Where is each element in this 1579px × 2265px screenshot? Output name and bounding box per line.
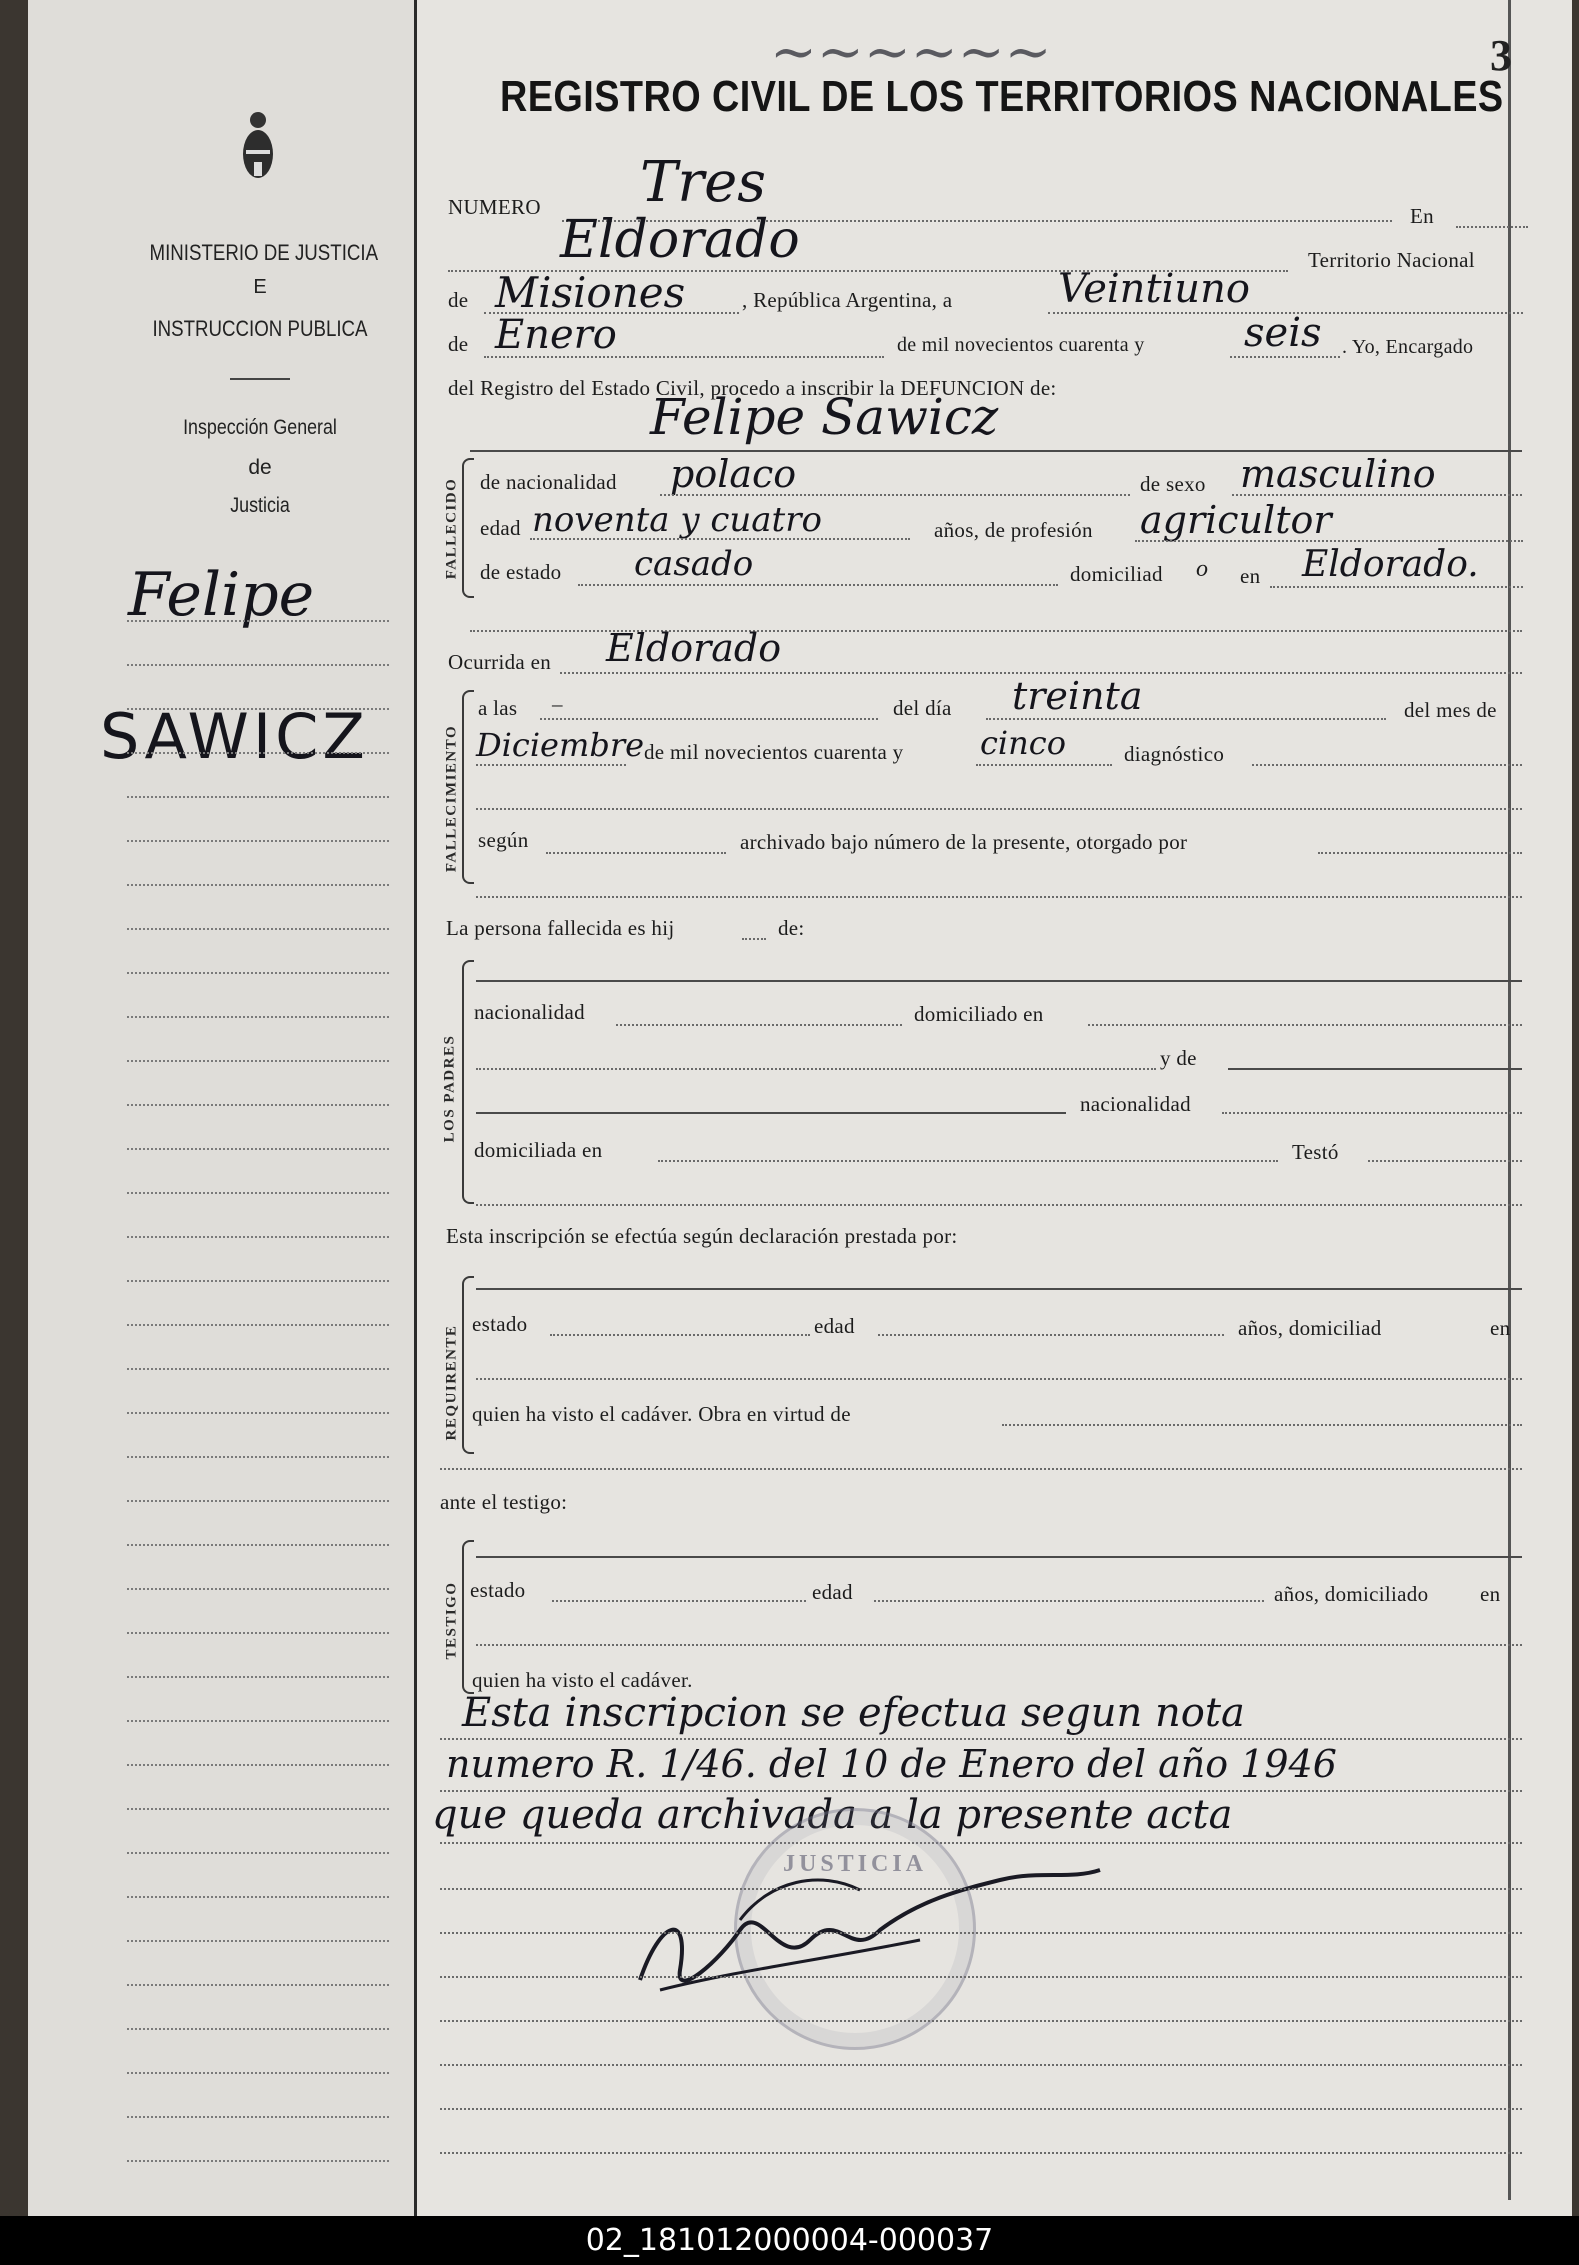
place-value: Eldorado	[560, 210, 800, 270]
de-label: de	[448, 288, 469, 312]
margin-rule	[127, 1148, 389, 1150]
day-value: Veintiuno	[1058, 266, 1250, 312]
anio-value: cinco	[980, 724, 1066, 762]
sexo-line	[1232, 494, 1522, 496]
edad-line	[530, 538, 910, 540]
anio-line	[976, 764, 1112, 766]
anos-label: años, de profesión	[934, 518, 1093, 542]
hij-line	[742, 938, 766, 940]
deceased-name: Felipe Sawicz	[650, 388, 999, 446]
document-title: REGISTRO CIVIL DE LOS TERRITORIOS NACIONALES	[500, 72, 1504, 121]
req-anos-label: años, domiciliad	[1238, 1316, 1382, 1340]
estado-line	[578, 584, 1058, 586]
nacionalidad-value: polaco	[670, 452, 797, 496]
madre-nacionalidad-line	[1222, 1112, 1522, 1114]
a-las-line	[540, 718, 878, 720]
margin-rule	[127, 620, 389, 622]
padre-extra-line	[476, 1068, 1156, 1070]
fallecido-brace	[462, 458, 474, 598]
margin-rule	[127, 1456, 389, 1458]
margin-last-name: SAWICZ	[100, 700, 369, 773]
margin-rule	[127, 1808, 389, 1810]
tes-edad-line	[874, 1600, 1264, 1602]
de2-label: de	[448, 332, 469, 356]
padre-nacionalidad-label: nacionalidad	[474, 1000, 585, 1024]
margin-rule	[127, 1544, 389, 1546]
profesion-value: agricultor	[1140, 498, 1332, 542]
padre-domiciliado-label: domiciliado en	[914, 1002, 1044, 1026]
margin-rule	[127, 664, 389, 666]
segun-line	[546, 852, 726, 854]
dia-value: treinta	[1012, 674, 1143, 718]
footer-image-id: 02_181012000004-000037	[0, 2216, 1579, 2265]
padres-intro-suffix: de:	[778, 916, 805, 940]
margin-rule	[127, 1984, 389, 1986]
ministry-line1: MINISTERIO DE JUSTICIA	[149, 240, 379, 265]
year-value: seis	[1244, 310, 1322, 356]
month-line	[484, 356, 884, 358]
padres-extra-line	[476, 1204, 1522, 1206]
margin-rule	[127, 1192, 389, 1194]
fallecido-label: FALLECIDO	[443, 477, 460, 580]
otorgado-line	[1318, 852, 1522, 854]
req-estado-label: estado	[472, 1312, 528, 1336]
margin-rule	[127, 928, 389, 930]
testo-label: Testó	[1292, 1140, 1339, 1164]
margin-rule	[127, 840, 389, 842]
margin-rule	[127, 1368, 389, 1370]
note-line2: numero R. 1/46. del 10 de Enero del año 1946	[446, 1742, 1337, 1786]
territory-value: Misiones	[495, 268, 686, 317]
body-rule	[440, 1976, 1522, 1978]
margin-rule	[127, 708, 389, 710]
procedo-label: del Registro del Estado Civil, procedo a inscribir la DEFUNCION de:	[448, 376, 1057, 400]
req-visto-label: quien ha visto el cadáver. Obra en virtud de	[472, 1402, 851, 1426]
ministry-line3: INSTRUCCION PUBLICA	[152, 316, 368, 341]
margin-rule	[127, 1500, 389, 1502]
requirente-brace	[462, 1276, 474, 1454]
req-estado-line	[550, 1334, 810, 1336]
mes-value: Diciembre	[476, 726, 645, 764]
margin-first-name: Felipe	[128, 560, 315, 630]
month-value: Enero	[495, 312, 617, 358]
nacionalidad-line	[660, 494, 1130, 496]
requirente-name-line	[476, 1288, 1522, 1290]
body-rule	[440, 2108, 1522, 2110]
testo-line	[1368, 1160, 1522, 1162]
domicilio-value: Eldorado.	[1302, 544, 1479, 585]
margin-rule	[127, 1280, 389, 1282]
req-en-label: en	[1490, 1316, 1511, 1340]
margin-rule	[127, 1764, 389, 1766]
note-line3: que queda archivada a la presente acta	[432, 1792, 1233, 1838]
y-de-label: y de	[1160, 1046, 1197, 1070]
margin-rule	[127, 1324, 389, 1326]
estado-label: de estado	[480, 560, 562, 584]
madre-name-line	[1228, 1068, 1522, 1070]
tes-en-label: en	[1480, 1582, 1501, 1606]
nacionalidad-label: de nacionalidad	[480, 470, 617, 494]
req-obra-line	[1002, 1424, 1522, 1426]
archivado-label: archivado bajo número de la presente, otorgado por	[740, 830, 1188, 854]
tes-estado-label: estado	[470, 1578, 526, 1602]
margin-rule	[127, 1632, 389, 1634]
anio-label: de mil novecientos cuarenta y	[644, 740, 904, 764]
margin-rule	[127, 1412, 389, 1414]
margin-rule	[127, 1676, 389, 1678]
margin-rule	[127, 1104, 389, 1106]
tes-edad-label: edad	[812, 1580, 853, 1604]
padres-label: LOS PADRES	[441, 1034, 458, 1143]
margin-rule	[127, 884, 389, 886]
domiciliad-label: domiciliad	[1070, 562, 1163, 586]
profesion-line	[1135, 540, 1523, 542]
padre-nacionalidad-line	[616, 1024, 902, 1026]
madre-domiciliada-label: domiciliada en	[474, 1138, 603, 1162]
margin-rule	[127, 2116, 389, 2118]
margin-rule	[127, 1852, 389, 1854]
edad-value: noventa y cuatro	[532, 500, 822, 540]
body-rule	[440, 1888, 1522, 1890]
year-label: de mil novecientos cuarenta y	[897, 334, 1145, 356]
territorio-label: Territorio Nacional	[1308, 248, 1475, 272]
margin-rule	[127, 1896, 389, 1898]
inspection-line1: Inspección General	[183, 416, 337, 439]
dia-line	[986, 718, 1386, 720]
body-rule	[440, 1932, 1522, 1934]
padre-domiciliado-line	[1088, 1024, 1522, 1026]
diagnostico-label: diagnóstico	[1124, 742, 1225, 766]
margin-rule	[127, 1016, 389, 1018]
body-rule	[440, 2064, 1522, 2066]
body-rule	[440, 2020, 1522, 2022]
requirente-intro: Esta inscripción se efectúa según declaración prestada por:	[446, 1224, 958, 1248]
margin-rule	[127, 2028, 389, 2030]
signature	[620, 1860, 1120, 2010]
testigo-label: TESTIGO	[443, 1581, 460, 1660]
fallecimiento-brace	[462, 690, 474, 884]
domiciliad-suffix: o	[1196, 556, 1209, 582]
stamp-text: JUSTICIA	[782, 1851, 928, 1877]
diagnostico-line	[1252, 764, 1522, 766]
tes-extra-line	[476, 1644, 1522, 1646]
margin-rule	[127, 1060, 389, 1062]
estado-value: casado	[634, 544, 754, 584]
ministry-line2: E	[253, 276, 267, 298]
domicilio-en-label: en	[1240, 564, 1261, 588]
madre-domiciliada-line	[658, 1160, 1278, 1162]
madre-nacionalidad-label: nacionalidad	[1080, 1092, 1191, 1116]
del-mes-label: del mes de	[1404, 698, 1497, 722]
margin-divider	[230, 378, 290, 380]
note-rule3	[440, 1842, 1522, 1844]
note-line1: Esta inscripcion se efectua segun nota	[462, 1690, 1245, 1736]
fallecimiento-extra-line	[476, 896, 1522, 898]
tes-anos-label: años, domiciliado	[1274, 1582, 1429, 1606]
edad-label: edad	[480, 516, 521, 540]
encargado-label: . Yo, Encargado	[1342, 336, 1474, 358]
margin-rule	[127, 1236, 389, 1238]
sexo-value: masculino	[1240, 452, 1436, 496]
margin-rule	[127, 1720, 389, 1722]
diagnostico-line2	[476, 808, 1522, 810]
en-label: En	[1410, 204, 1434, 228]
sexo-label: de sexo	[1140, 472, 1206, 496]
tes-visto-label: quien ha visto el cadáver.	[472, 1668, 693, 1692]
requirente-label: REQUIRENTE	[443, 1324, 460, 1441]
testigo-name-line	[476, 1556, 1522, 1558]
numero-label: NUMERO	[448, 195, 541, 219]
padres-intro: La persona fallecida es hij	[446, 916, 675, 940]
domicilio-line	[1270, 586, 1523, 588]
year-line	[1230, 356, 1340, 358]
tes-estado-line	[552, 1600, 806, 1602]
note-rule1	[440, 1738, 1522, 1740]
right-frame-line	[1508, 0, 1511, 2200]
mes-line	[476, 764, 626, 766]
req-extra-line	[476, 1378, 1522, 1380]
a-las-label: a las	[478, 696, 518, 720]
margin-rule	[127, 752, 389, 754]
testigo-intro: ante el testigo:	[440, 1490, 568, 1514]
fallecimiento-label: FALLECIMIENTO	[443, 724, 460, 873]
madre-name-line2	[476, 1112, 1066, 1114]
numero-value: Tres	[640, 150, 766, 215]
padres-top-line	[476, 980, 1522, 982]
ocurrida-label: Ocurrida en	[448, 650, 551, 674]
margin-rule	[127, 796, 389, 798]
margin-rule	[127, 972, 389, 974]
inspection-line2: de	[248, 456, 272, 479]
page-number: 3	[1490, 31, 1512, 80]
margin-rule	[127, 2072, 389, 2074]
margin-rule	[127, 1940, 389, 1942]
req-edad-label: edad	[814, 1314, 855, 1338]
margin-rule	[127, 1588, 389, 1590]
top-scribble: ~~~~~~	[770, 20, 1052, 85]
body-rule	[440, 2152, 1522, 2154]
segun-label: según	[478, 828, 529, 852]
note-rule2	[440, 1790, 1522, 1792]
del-dia-label: del día	[893, 696, 952, 720]
coat-of-arms-icon	[240, 110, 276, 184]
margin-rule	[127, 2160, 389, 2162]
inspection-line3: Justicia	[230, 494, 290, 517]
ocurrida-value: Eldorado	[606, 626, 782, 670]
en-line	[1456, 226, 1528, 228]
republica-label: , República Argentina, a	[742, 288, 953, 312]
a-las-value: –	[552, 692, 563, 716]
req-extra-line2	[440, 1468, 1522, 1470]
req-edad-line	[878, 1334, 1224, 1336]
padres-brace	[462, 960, 474, 1204]
